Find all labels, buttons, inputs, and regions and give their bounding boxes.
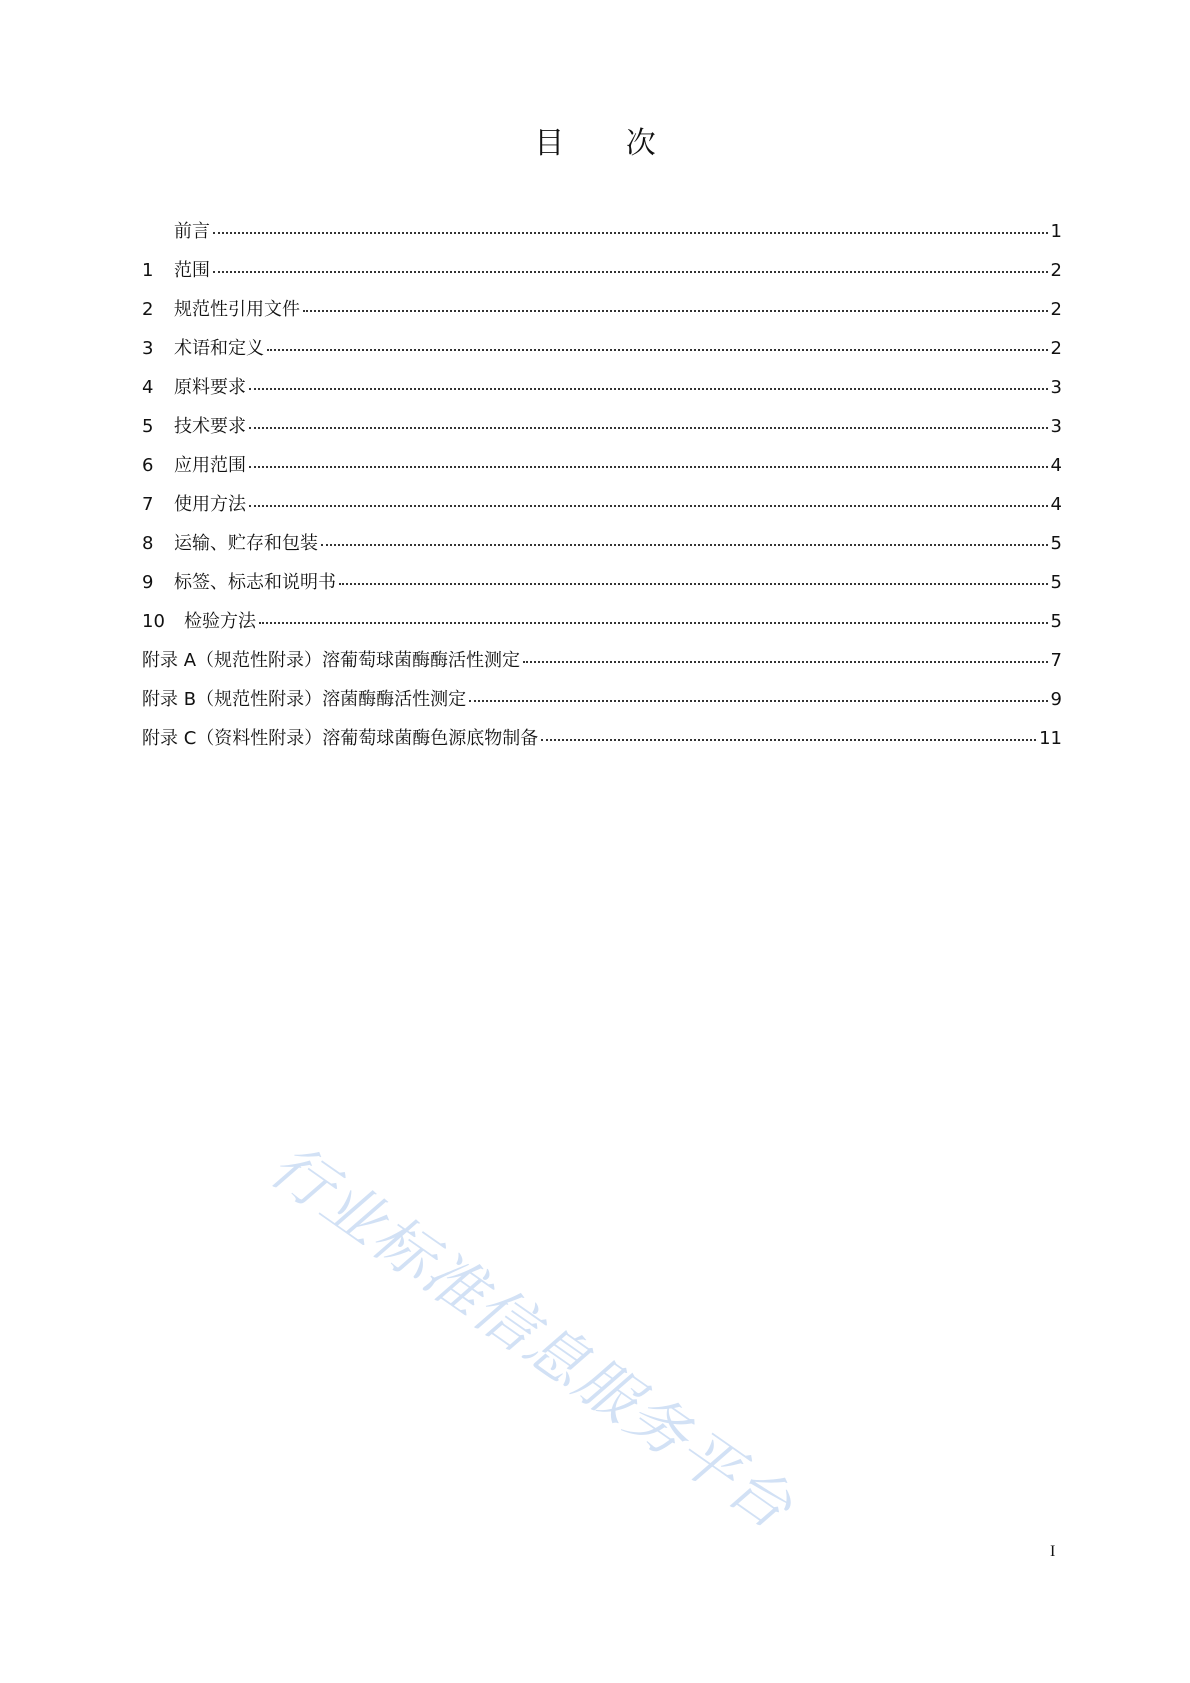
toc-entry-page: 3	[1050, 416, 1062, 437]
toc-entry-number: 9	[142, 572, 154, 593]
toc-entry-number: 7	[142, 494, 154, 515]
toc-entry[interactable]	[142, 417, 1062, 456]
toc-entry-number: 5	[142, 416, 154, 437]
toc-entry-page: 5	[1050, 611, 1062, 632]
toc-entry-label: 应用范围	[174, 455, 246, 476]
dot-leader	[213, 271, 1048, 273]
toc-entry-number: 10	[142, 611, 165, 632]
toc-entry-label: 规范性引用文件	[174, 299, 300, 320]
dot-leader	[249, 505, 1048, 507]
toc-entry-page: 2	[1050, 260, 1062, 281]
toc-entry[interactable]	[142, 339, 1062, 378]
toc-entry-page: 2	[1050, 299, 1062, 320]
toc-entry[interactable]	[142, 612, 1062, 651]
dot-leader	[339, 583, 1048, 585]
toc-entry-label: 运输、贮存和包装	[174, 533, 318, 554]
dot-leader	[267, 349, 1048, 351]
page-number: I	[1050, 1543, 1056, 1560]
toc-entry-number: 8	[142, 533, 154, 554]
toc-entry-page: 5	[1050, 533, 1062, 554]
toc-entry-number: 3	[142, 338, 154, 359]
toc-entry-number: 2	[142, 299, 154, 320]
toc-entry-number: 1	[142, 260, 154, 281]
table-of-contents	[142, 222, 1062, 768]
toc-entry-label: 术语和定义	[174, 338, 264, 359]
toc-entry-number: 4	[142, 377, 154, 398]
watermark: 行业标准信息服务平台	[257, 1130, 806, 1544]
toc-entry-label: 范围	[174, 260, 210, 281]
toc-entry[interactable]	[142, 300, 1062, 339]
toc-entry[interactable]	[142, 495, 1062, 534]
toc-entry-page: 4	[1050, 455, 1062, 476]
toc-entry[interactable]	[142, 378, 1062, 417]
toc-entry-page: 7	[1050, 650, 1062, 671]
toc-entry-label: 附录 A（规范性附录）溶葡萄球菌酶酶活性测定	[142, 650, 521, 671]
toc-entry-number: 6	[142, 455, 154, 476]
dot-leader	[469, 700, 1047, 702]
toc-entry[interactable]	[142, 261, 1062, 300]
toc-entry-page: 5	[1050, 572, 1062, 593]
dot-leader	[523, 661, 1048, 663]
toc-entry-page: 9	[1050, 689, 1062, 710]
dot-leader	[259, 622, 1048, 624]
dot-leader	[541, 739, 1036, 741]
toc-entry-annex-b[interactable]	[142, 690, 1062, 729]
toc-entry-page: 11	[1039, 728, 1062, 749]
toc-entry[interactable]	[142, 573, 1062, 612]
toc-entry-annex-a[interactable]	[142, 651, 1062, 690]
dot-leader	[213, 232, 1048, 234]
page-title: 目 次	[534, 126, 682, 161]
toc-entry-label: 标签、标志和说明书	[174, 572, 336, 593]
toc-entry-label: 技术要求	[174, 416, 246, 437]
dot-leader	[303, 310, 1048, 312]
dot-leader	[249, 427, 1048, 429]
toc-entry-label: 使用方法	[174, 494, 246, 515]
toc-entry-page: 2	[1050, 338, 1062, 359]
toc-entry-label: 原料要求	[174, 377, 246, 398]
toc-entry-label: 检验方法	[184, 611, 256, 632]
toc-entry-label: 前言	[174, 221, 210, 242]
toc-entry-annex-c[interactable]	[142, 729, 1062, 768]
toc-entry-page: 3	[1050, 377, 1062, 398]
dot-leader	[249, 466, 1048, 468]
dot-leader	[249, 388, 1048, 390]
toc-entry-page: 4	[1050, 494, 1062, 515]
toc-entry-label: 附录 C（资料性附录）溶葡萄球菌酶色源底物制备	[142, 728, 539, 749]
toc-entry[interactable]	[142, 534, 1062, 573]
toc-entry[interactable]	[142, 456, 1062, 495]
toc-entry-page: 1	[1050, 221, 1062, 242]
toc-entry[interactable]	[142, 222, 1062, 261]
dot-leader	[321, 544, 1048, 546]
toc-entry-label: 附录 B（规范性附录）溶菌酶酶活性测定	[142, 689, 467, 710]
